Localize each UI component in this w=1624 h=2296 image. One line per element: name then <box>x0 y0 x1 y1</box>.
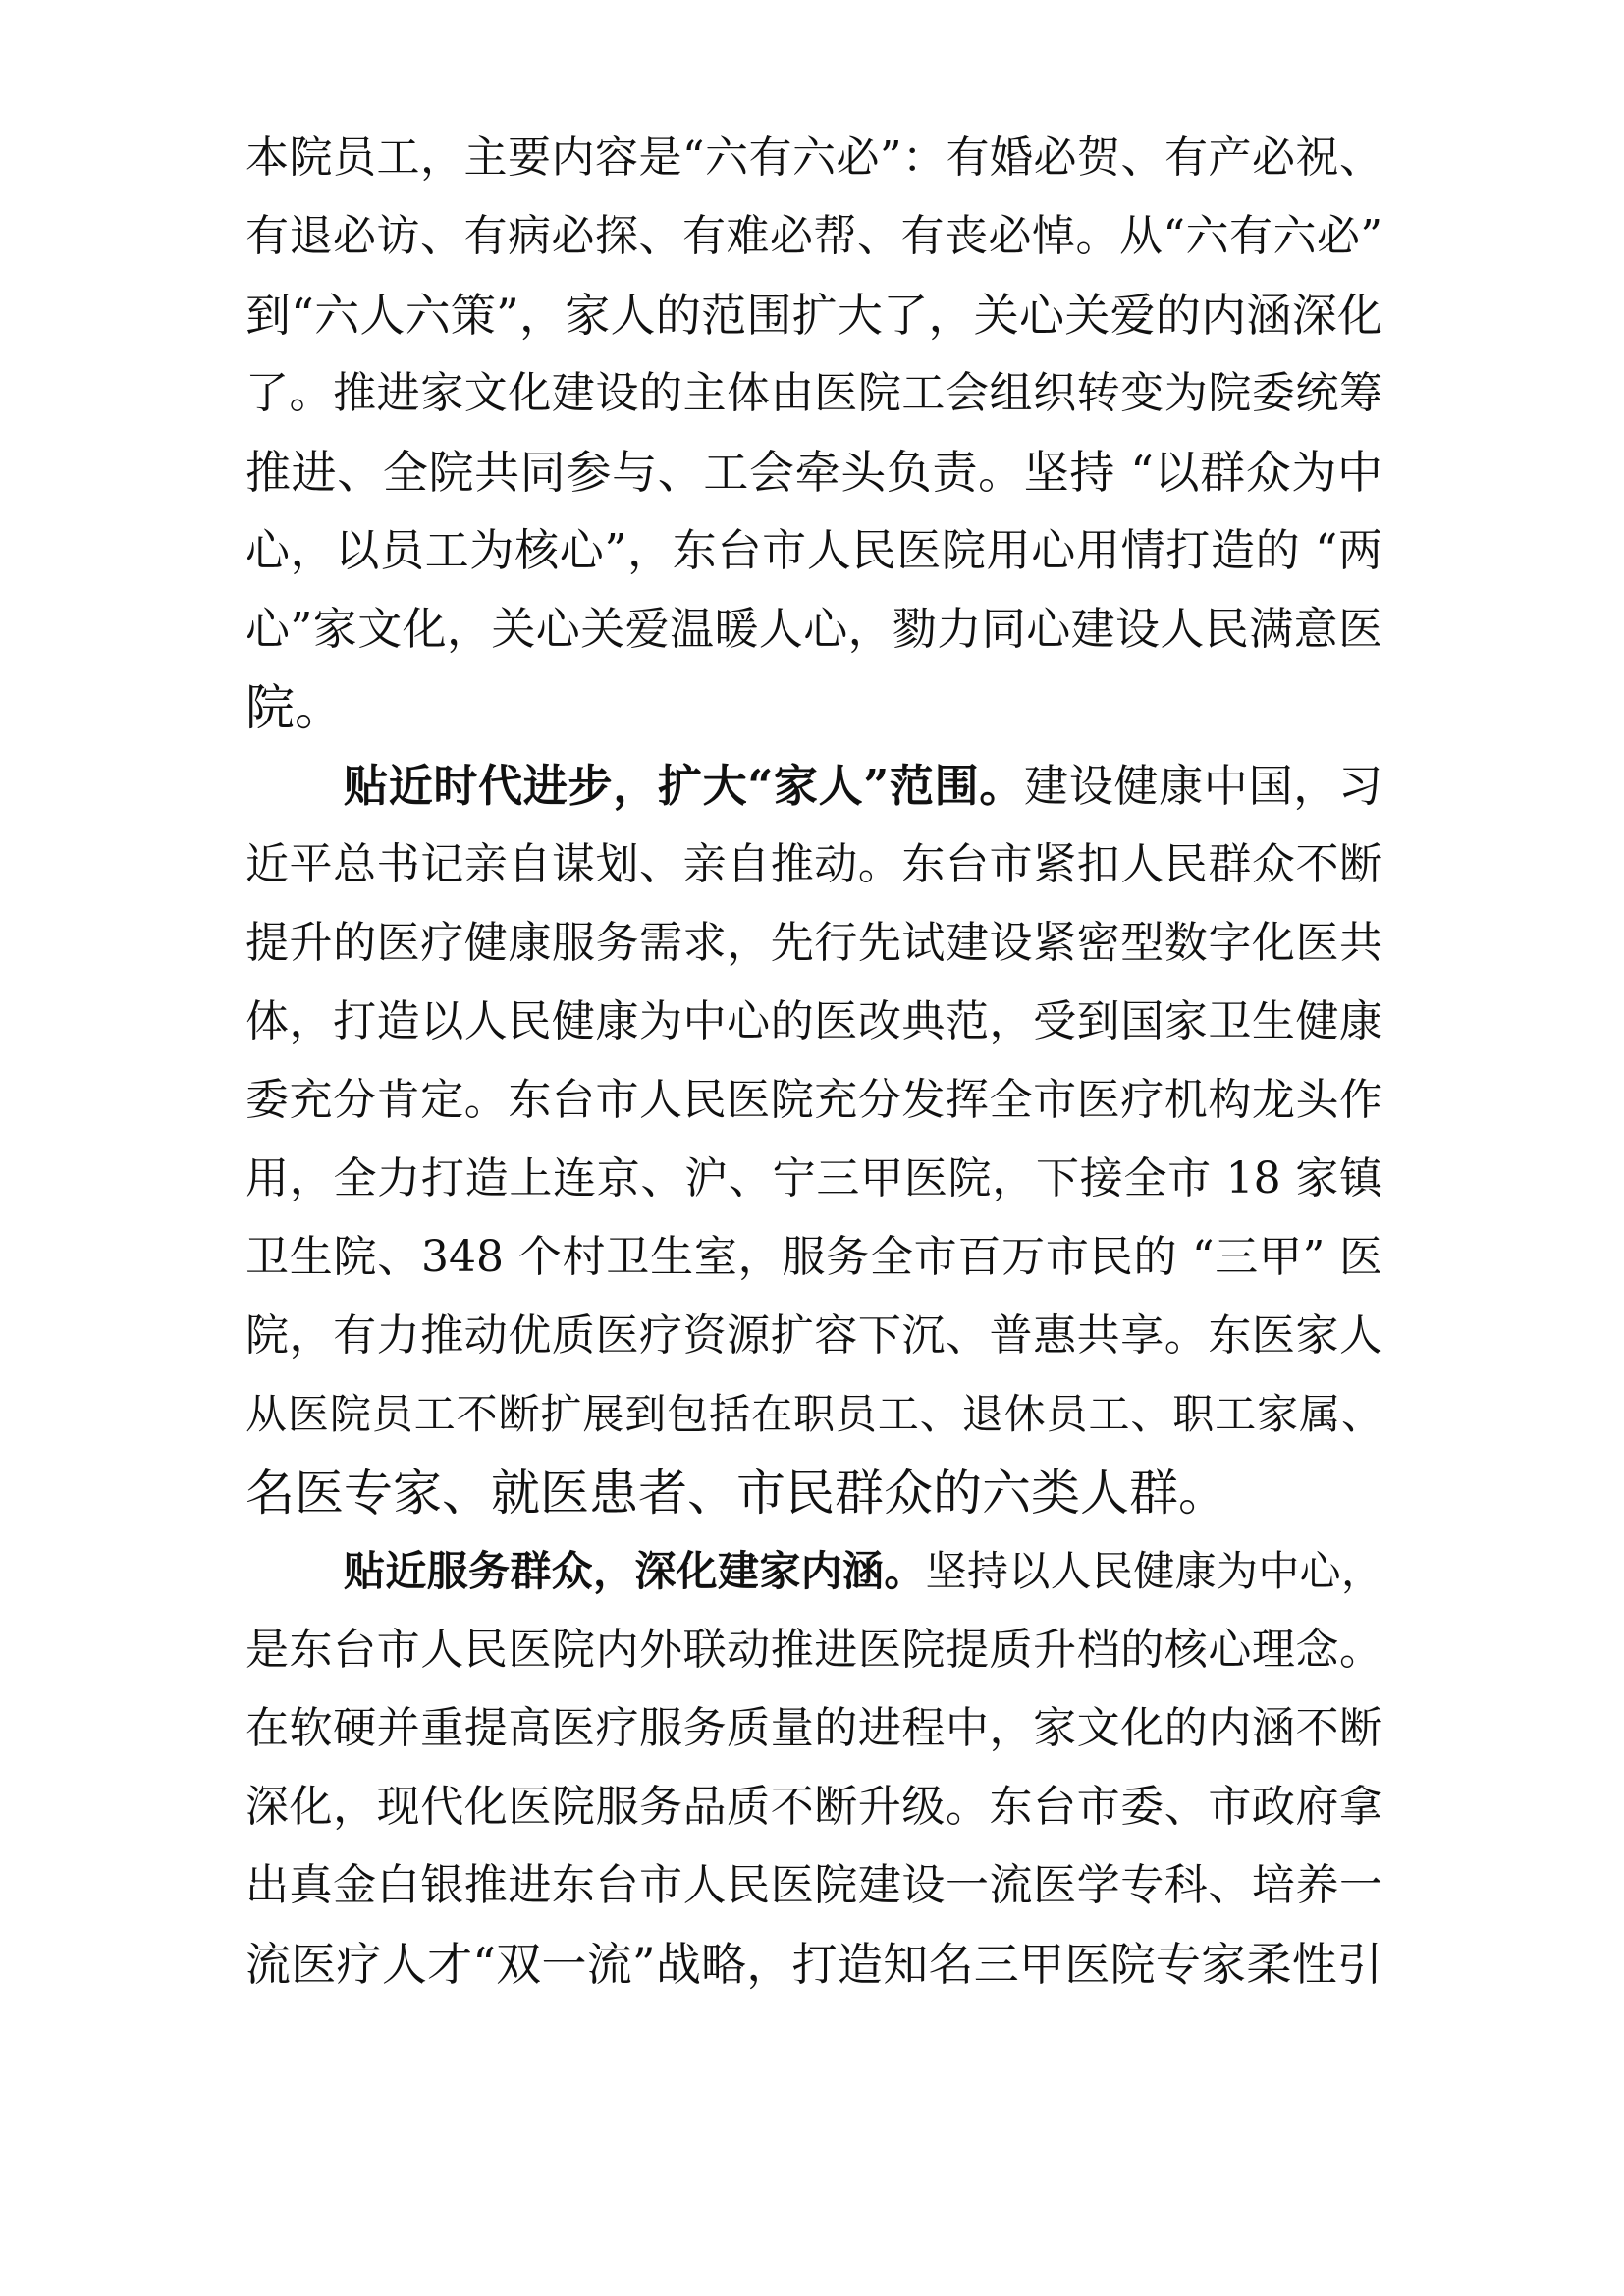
text-line: 心”家文化，关心关爱温暖人心，勠力同心建设人民满意医 <box>245 603 1382 655</box>
text-line: 从医院员工不断扩展到包括在职员工、退休员工、职工家属、 <box>245 1390 1382 1438</box>
text-line: 本院员工，主要内容是“六有六必”：有婚必贺、有产必祝、 <box>245 133 1382 183</box>
text-line: 有退必访、有病必探、有难必帮、有丧必悼。从“六有六必” <box>245 211 1382 261</box>
text-line: 体，打造以人民健康为中心的医改典范，受到国家卫生健康 <box>245 996 1382 1046</box>
text-line: 在软硬并重提高医疗服务质量的进程中，家文化的内涵不断 <box>245 1703 1382 1753</box>
text-line: 委充分肯定。东台市人民医院充分发挥全市医疗机构龙头作 <box>245 1075 1382 1125</box>
text-line: 了。推进家文化建设的主体由医院工会组织转变为院委统筹 <box>245 368 1382 418</box>
text-line: 院。 <box>245 679 344 736</box>
text-line: 卫生院、348 个村卫生室，服务全市百万市民的 “三甲” 医 <box>245 1232 1382 1282</box>
paragraph-heading-line <box>344 747 1382 826</box>
paragraph-heading: 贴近时代进步，扩大“家人”范围。 <box>344 760 1025 812</box>
paragraph-text: 坚持以人民健康为中心， <box>925 1547 1382 1595</box>
text-line: 流医疗人才“双一流”战略，打造知名三甲医院专家柔性引 <box>245 1938 1382 1991</box>
paragraph-heading-line <box>344 1532 1382 1611</box>
text-line: 名医专家、就医患者、市民群众的六类人群。 <box>245 1465 1227 1522</box>
text-line: 提升的医疗健康服务需求，先行先试建设紧密型数字化医共 <box>245 918 1382 968</box>
text-line: 心，以员工为核心”，东台市人民医院用心用情打造的 “两 <box>245 524 1382 576</box>
paragraph-heading: 贴近服务群众，深化建家内涵。 <box>344 1547 926 1595</box>
text-line: 是东台市人民医院内外联动推进医院提质升档的核心理念。 <box>245 1625 1382 1675</box>
text-line: 近平总书记亲自谋划、亲自推动。东台市紧扣人民群众不断 <box>245 839 1382 889</box>
text-line: 到“六人六策”，家人的范围扩大了，关心关爱的内涵深化 <box>245 289 1382 342</box>
text-line: 推进、全院共同参与、工会牵头负责。坚持 “以群众为中 <box>245 446 1382 499</box>
text-line: 深化，现代化医院服务品质不断升级。东台市委、市政府拿 <box>245 1782 1382 1832</box>
text-line: 用，全力打造上连京、沪、宁三甲医院，下接全市 18 家镇 <box>245 1153 1382 1203</box>
text-line: 出真金白银推进东台市人民医院建设一流医学专科、培养一 <box>245 1860 1382 1910</box>
paragraph-text: 建设健康中国，习 <box>1024 760 1382 812</box>
text-line: 院，有力推动优质医疗资源扩容下沉、普惠共享。东医家人 <box>245 1310 1382 1361</box>
